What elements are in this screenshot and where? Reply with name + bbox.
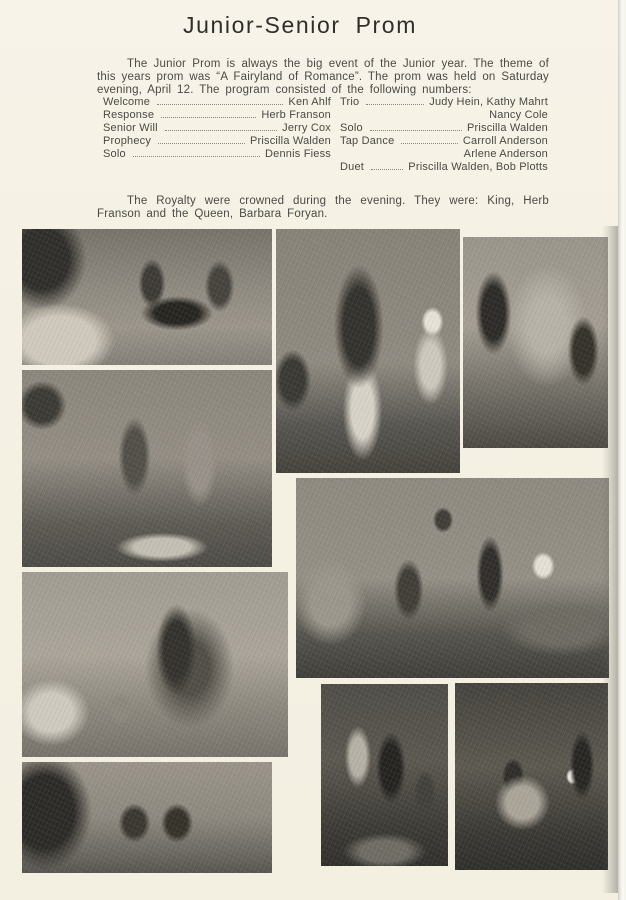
dotted-leader [161,117,256,118]
program-name: Priscilla Walden, Bob Plotts [408,161,548,174]
program-item-label: Solo [103,148,126,161]
photo-parlor-table-scene [22,229,272,365]
program-name: Priscilla Walden [249,135,331,148]
program-entry [103,96,331,109]
program-name: Herb Franson [261,109,331,122]
program-name-continued: Arlene Anderson [463,148,548,161]
intro-paragraph: The Junior Prom is always the big event of the Junior year. The theme of this years prom was “A Fairyland of Romance”. The prom was held on Saturday evening, April 12. The program consisted of the following numbers: [97,57,549,97]
program-entry-line [103,122,331,135]
dotted-leader [371,169,403,170]
dotted-leader [370,130,462,131]
program-item-label: Solo [340,122,363,135]
program-item-label: Tap Dance [340,135,395,148]
program-item-label: Trio [340,96,360,108]
page-title: Junior-Senior Prom [183,12,417,38]
program-name-continued: Nancy Cole [489,109,548,122]
photo-officer-and-woman [463,237,608,448]
program-entry [340,96,548,122]
program-name: Ken Ahlf [288,96,331,108]
program-item-label: Welcome [103,96,151,108]
program-entry [103,109,331,122]
dotted-leader [133,156,260,157]
photo-office-nurse-desk [296,478,609,678]
program-entry [340,161,548,174]
program-entry-line [340,135,548,148]
program-entry-line [340,96,548,109]
program-entry-line [103,135,331,148]
program-entry [103,122,331,135]
program-name: Jerry Cox [282,122,331,135]
program-item-label: Senior Will [103,122,158,135]
program-entry-line [103,109,331,122]
program-item-label: Duet [340,161,365,174]
photo-dancing-couple [321,684,448,866]
dotted-leader [401,143,457,144]
program-entry-line [103,148,331,161]
photo-vacuum-scene [22,572,288,757]
program-item-label: Response [103,109,155,122]
program-entry [103,135,331,148]
program-entry-line [340,122,548,135]
dotted-leader [158,143,245,144]
program-item-label: Prophecy [103,135,152,148]
program-entry [340,122,548,135]
program-column-left [103,96,331,161]
program-name: Judy Hein, Kathy Mahrt [429,96,548,108]
royalty-paragraph: The Royalty were crowned during the evening. They were: King, Herb Franson and the Queen, Barbara Foryan. [97,194,549,220]
program-name: Priscilla Walden [466,122,548,135]
program-entry [103,148,331,161]
program-entry-line [340,161,548,174]
dotted-leader [366,104,424,105]
program-name: Carroll Anderson [462,135,548,148]
program-name: Dennis Fiess [265,148,331,161]
photo-two-students-scuffle [22,370,272,567]
program-column-right [340,96,548,175]
photo-armchair-scene [455,683,608,870]
dotted-leader [157,104,283,105]
program-entry [340,135,548,161]
photo-boys-on-couch [22,762,272,873]
photo-walking-student [276,229,460,473]
dotted-leader [165,130,277,131]
program-entry-line [103,96,331,109]
scanned-page-edge [618,0,626,900]
